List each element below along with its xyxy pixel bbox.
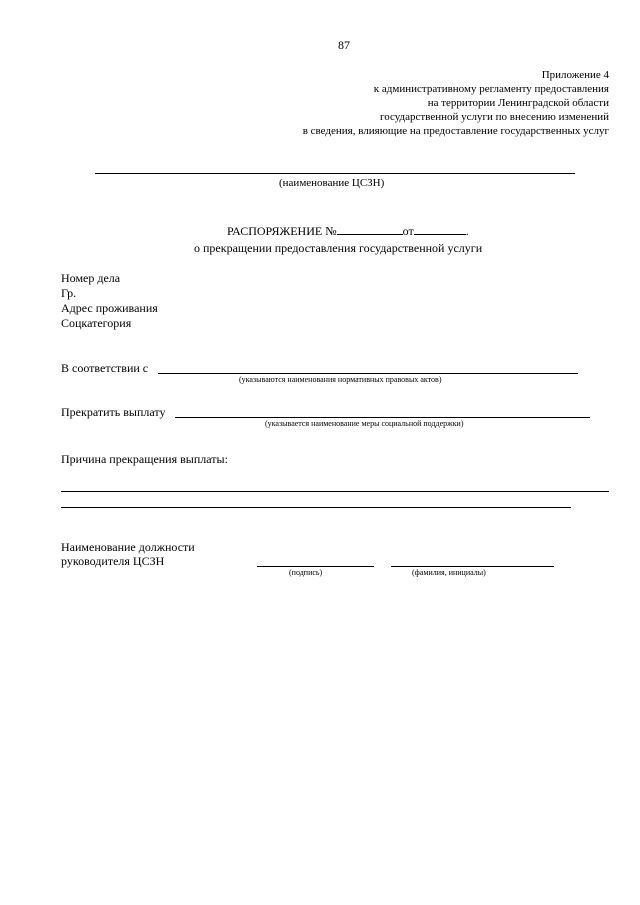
reason-line-2[interactable] [61, 507, 571, 508]
annex-line: к административному регламенту предоставления [373, 83, 609, 95]
org-caption: (наименование ЦСЗН) [279, 177, 385, 189]
signature-line[interactable] [257, 566, 374, 567]
order-subtitle: о прекращении предоставления государственной услуги [194, 241, 483, 255]
signature-hint: (подпись) [289, 568, 323, 577]
accordance-hint: (указываются наименования нормативных правовых актов) [239, 375, 442, 384]
org-name-line [95, 173, 575, 174]
field-case-number: Номер дела [61, 271, 121, 285]
position-line-1: Наименование должности [61, 540, 195, 554]
order-number-blank[interactable] [337, 224, 403, 235]
order-date-prefix: от [402, 224, 414, 238]
annex-header [303, 68, 609, 138]
field-address: Адрес проживания [61, 301, 158, 315]
stop-payment-label: Прекратить выплату [61, 405, 166, 419]
order-date-blank[interactable] [414, 224, 466, 235]
stop-payment-hint: (указывается наименование меры социальной поддержки) [265, 419, 464, 428]
annex-line: Приложение 4 [541, 69, 609, 81]
annex-line: на территории Ленинградской области [427, 97, 609, 109]
position-line-2: руководителя ЦСЗН [61, 554, 165, 568]
accordance-label: В соответствии с [61, 361, 149, 375]
order-title-row [227, 224, 469, 239]
stop-payment-line[interactable] [175, 417, 590, 418]
field-citizen: Гр. [61, 286, 77, 300]
reason-label: Причина прекращения выплаты: [61, 452, 228, 466]
name-hint: (фамилия, инициалы) [412, 568, 486, 577]
field-social-category: Соцкатегория [61, 316, 132, 330]
accordance-line[interactable] [158, 373, 578, 374]
order-date-suffix: . [465, 224, 469, 238]
order-title: РАСПОРЯЖЕНИЕ № [227, 224, 337, 238]
page-number: 87 [338, 38, 350, 52]
annex-line: государственной услуги по внесению изменений [379, 111, 609, 123]
annex-line: в сведения, влияющие на предоставление государственных услуг [302, 125, 609, 137]
reason-line-1[interactable] [61, 491, 609, 492]
name-line[interactable] [391, 566, 554, 567]
